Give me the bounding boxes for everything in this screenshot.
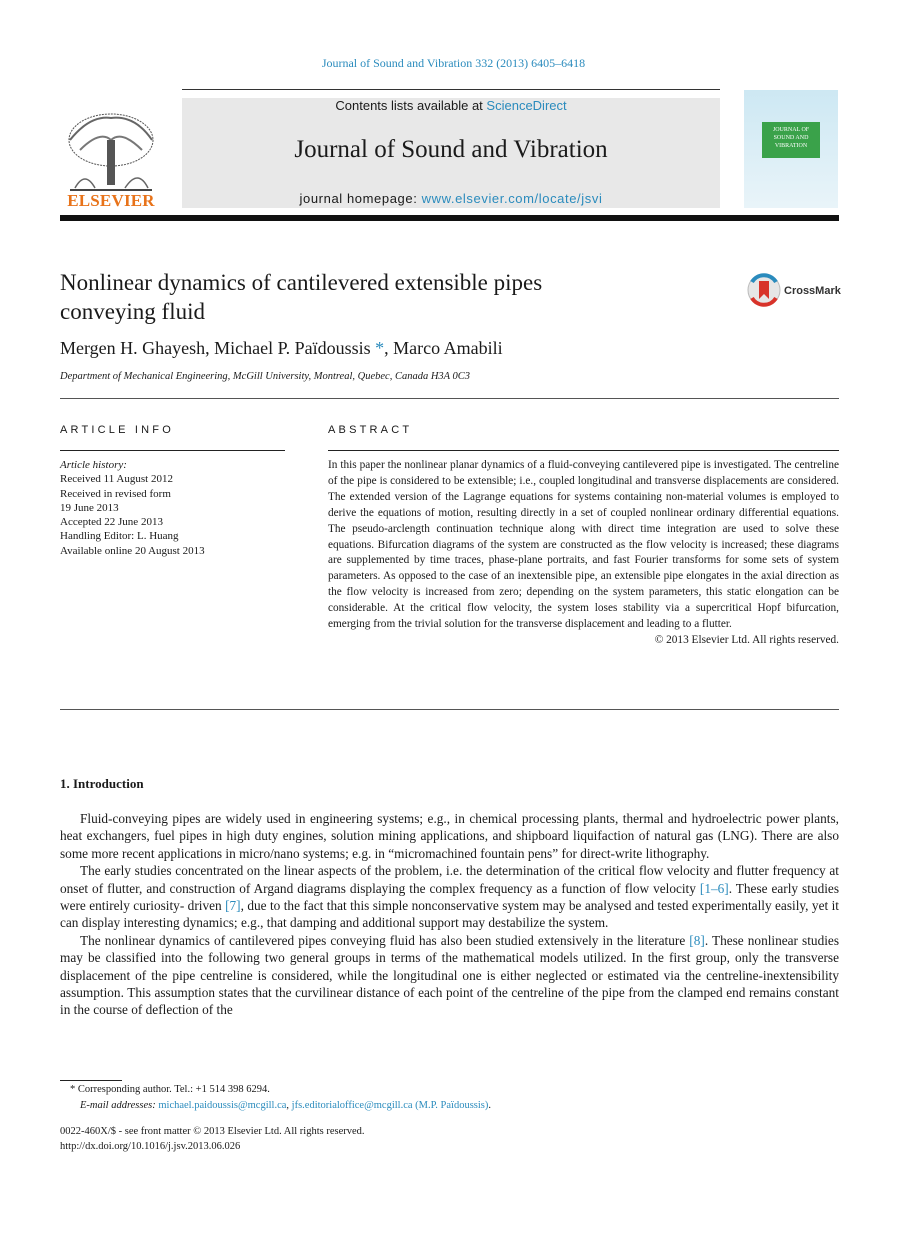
abstract-heading: ABSTRACT [328, 424, 413, 436]
history-editor: Handling Editor: L. Huang [60, 530, 179, 543]
issn-line: 0022-460X/$ - see front matter © 2013 Elsevier Ltd. All rights reserved. [60, 1126, 365, 1137]
abstract-rule [328, 450, 839, 451]
sciencedirect-link[interactable]: ScienceDirect [486, 98, 567, 113]
journal-cover-label: JOURNAL OF SOUND AND VIBRATION [762, 122, 820, 158]
author-amabili: , Marco Amabili [384, 338, 503, 358]
history-received: Received 11 August 2012 [60, 473, 173, 486]
article-info-rule [60, 450, 285, 451]
abstract-paragraph: In this paper the nonlinear planar dynamics of a fluid-conveying cantilevered pipe is investigated. The centreline of the pipe is considered to be extensible; i.e., coupled longitudinal and transverse displacements are considered. The extended version of the Lagrange equations for systems containing non-material volumes is employed to derive the equations of motion, resulting directly in a set of coupled nonlinear ordinary differential equations. The pseudo-arclength continuation technique along with direct time integration are used to solve these equations. Bifurcation diagrams of the system are constructed as the flow velocity is increased; these diagrams are supplemented by time traces, phase-plane portraits, and fast Fourier transforms for some sets of system parameters. As opposed to the case of an inextensible pipe, an extensible pipe elongates in the axial direction as the flow velocity is increased from zero; depending on the system parameters, this static elongation can be considerable. At the critical flow velocity, the system loses stability via a supercritical Hopf bifurcation, emerging from the trivial solution for the transverse displacement and leading to a flutter. [328, 459, 839, 631]
contents-line [182, 98, 720, 113]
author-list [60, 338, 503, 359]
doi-link[interactable]: http://dx.doi.org/10.1016/j.jsv.2013.06.026 [60, 1141, 241, 1152]
introduction-heading: 1. Introduction [60, 776, 144, 791]
journal-citation[interactable]: Journal of Sound and Vibration 332 (2013) 6405–6418 [321, 56, 586, 70]
article-info-heading: ARTICLE INFO [60, 424, 174, 436]
masthead-rule [182, 89, 720, 90]
email-end: . [488, 1100, 491, 1111]
title-line-2: conveying fluid [60, 299, 205, 324]
homepage-prefix: journal homepage: [299, 191, 418, 206]
intro-paragraph-1: Fluid-conveying pipes are widely used in engineering systems; e.g., in chemical processing plants, thermal and hydroelectric power plants, heat exchangers, fuel pipes in high duty engines, solution mining applications, and shipboard liquifaction of natural gas (LNG). There are also some more recent applications in micro/nano systems; e.g. in “micromachined fountain pens” for direct-write lithography. [60, 811, 839, 861]
crossmark-label[interactable]: CrossMark [784, 285, 841, 297]
homepage-line [182, 191, 720, 206]
article-title [60, 268, 700, 326]
history-revised-label: Received in revised form [60, 487, 171, 500]
abstract-copyright: © 2013 Elsevier Ltd. All rights reserved. [654, 633, 839, 646]
reference-link-1-6[interactable]: [1–6] [699, 880, 729, 896]
email-label: E-mail addresses: [80, 1100, 156, 1111]
history-revised-date: 19 June 2013 [60, 501, 119, 514]
article-history [60, 458, 285, 558]
footnote-rule [60, 1080, 122, 1081]
history-online: Available online 20 August 2013 [60, 544, 205, 557]
p2-text-c: , due to the fact that this simple nonconservative system may be analysed and tested experimentally easily, yet it can display interesting dynamics; e.g., that damping and additional support may destabilize the system. [60, 898, 839, 931]
abstract-body [328, 458, 839, 649]
email-note [80, 1100, 491, 1111]
reference-link-7[interactable]: [7] [225, 898, 241, 914]
email-link-2[interactable]: jfs.editorialoffice@mcgill.ca (M.P. Païdoussis) [291, 1100, 489, 1111]
p3-text-a: The nonlinear dynamics of cantilevered pipes conveying fluid has also been studied extensively in the literature [80, 932, 690, 948]
intro-paragraph-3 [60, 932, 839, 1019]
author-ghayesh: Mergen H. Ghayesh, [60, 338, 215, 358]
history-label: Article history: [60, 459, 127, 471]
corresponding-author-mark[interactable]: * [370, 338, 385, 358]
email-link-1[interactable]: michael.paidoussis@mcgill.ca [158, 1100, 287, 1111]
journal-name: Journal of Sound and Vibration [294, 136, 608, 163]
header-thick-rule [60, 215, 839, 221]
reference-link-8[interactable]: [8] [689, 932, 705, 948]
p2-text-b: . These early studies were entirely curiosity- driven [60, 880, 839, 914]
p3-text-b: . These nonlinear studies may be classified into the following two general groups in terms of the mathematical models utilized. In the first group, only the transverse displacement of the pipe centreline is considered, while the longitudinal one is either neglected or estimated via the centreline-inextensibility assumption. This assumption states that the curvilinear distance of each point of the centreline of the pipe from the clamped end remains constant in the course of deflection of the [60, 932, 839, 1018]
author-paidoussis: Michael P. Païdoussis [214, 338, 371, 358]
publisher-wordmark: ELSEVIER [67, 191, 155, 210]
p2-text-a: The early studies concentrated on the linear aspects of the problem, i.e. the determination of the critical flow velocity and flutter frequency at onset of flutter, and construction of Argand diagrams displaying the complex frequency as a function of flow velocity [60, 863, 839, 896]
homepage-link[interactable]: www.elsevier.com/locate/jsvi [421, 191, 603, 206]
contents-prefix: Contents lists available at [335, 98, 483, 113]
corresponding-author-note: * Corresponding author. Tel.: +1 514 398 6294. [70, 1084, 270, 1095]
email-separator: , [286, 1100, 292, 1111]
title-line-1: Nonlinear dynamics of cantilevered extensible pipes [60, 270, 543, 295]
affiliation: Department of Mechanical Engineering, McGill University, Montreal, Quebec, Canada H3A 0C3 [60, 371, 471, 382]
abstract-bottom-rule [60, 709, 839, 710]
intro-paragraph-2 [60, 862, 839, 932]
history-accepted: Accepted 22 June 2013 [60, 516, 163, 529]
introduction-body [60, 810, 839, 1019]
info-top-rule [60, 398, 839, 399]
